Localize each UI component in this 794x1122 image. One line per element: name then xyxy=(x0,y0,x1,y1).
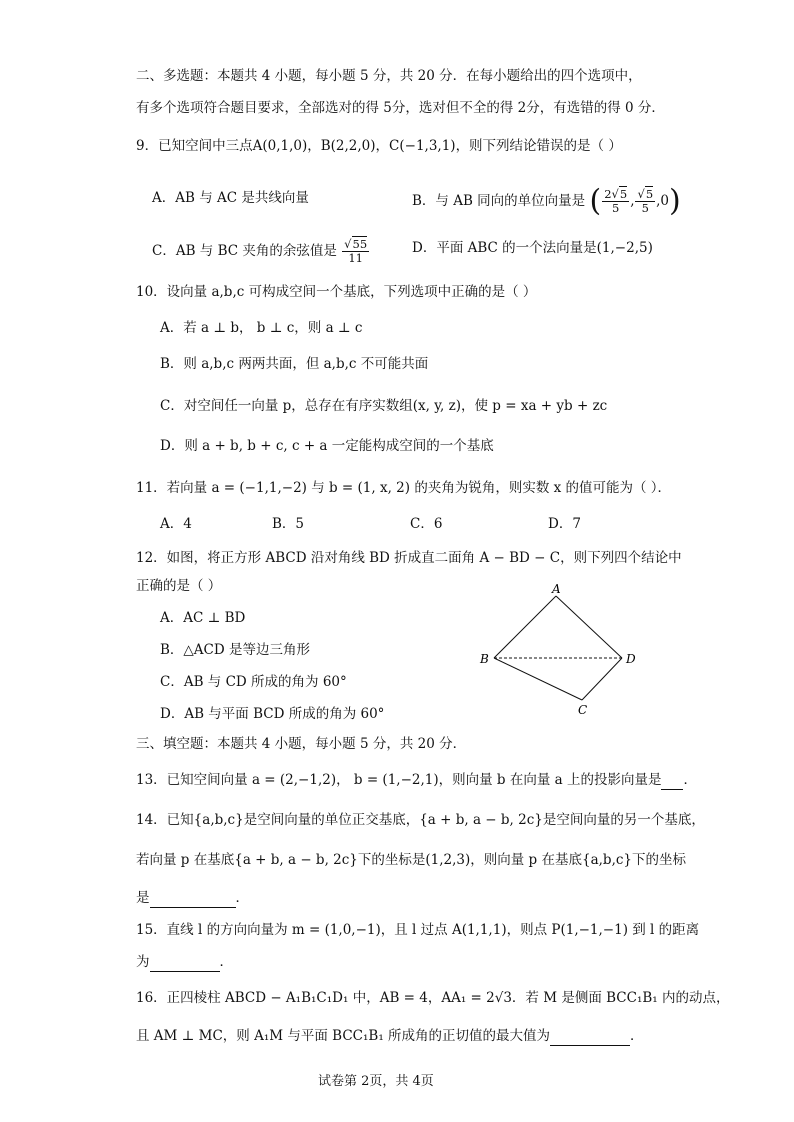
edge-ad xyxy=(556,596,622,658)
q12-option-c: C．AB 与 CD 所成的角为 60° xyxy=(160,674,347,690)
edge-dc xyxy=(582,658,622,700)
q11-option-c: C．6 xyxy=(410,516,443,532)
q9-option-a: A．AB 与 AC 是共线向量 xyxy=(152,190,309,206)
q12-option-a: A．AC ⊥ BD xyxy=(160,610,246,626)
q11-option-b: B．5 xyxy=(272,516,305,532)
section2-header-line2: 有多个选项符合题目要求，全部选对的得 5分，选对但不全的得 2分，有选错的得 0 分． xyxy=(136,100,665,116)
edge-ab xyxy=(494,596,556,658)
q14-line2: 若向量 p 在基底{a + b, a − b, 2c}下的坐标是(1,2,3)，则向量 p 在基底{a,b,c}下的坐标 xyxy=(136,852,687,868)
section3-header: 三、填空题：本题共 4 小题，每小题 5 分，共 20 分． xyxy=(136,736,467,752)
q16-line1: 16．正四棱柱 ABCD − A₁B₁C₁D₁ 中，AB = 4，AA₁ = 2√3．若 M 是侧面 BCC₁B₁ 内的动点， xyxy=(136,990,730,1006)
section2-header-line1: 二、多选题：本题共 4 小题，每小题 5 分，共 20 分．在每小题给出的四个选项中， xyxy=(136,68,642,84)
q14-line3: 是 ． xyxy=(136,890,249,906)
q9-option-c: C．AB 与 BC 夹角的余弦值是 $\frac{√55}{11}$ xyxy=(152,237,368,265)
q11-option-d: D．7 xyxy=(548,516,581,532)
q10-option-d: D．则 a + b, b + c, c + a 一定能构成空间的一个基底 xyxy=(160,438,494,454)
q12-stem-line2: 正确的是（ ） xyxy=(136,578,222,594)
q16-line2: 且 AM ⊥ MC，则 A₁M 与平面 BCC₁B₁ 所成角的正切值的最大值为 ． xyxy=(136,1028,644,1044)
q12-figure xyxy=(478,582,648,718)
q10-option-c: C．对空间任一向量 p，总存在有序实数组(x, y, z)，使 p = xa + yb + zc xyxy=(160,398,608,414)
label-d: D xyxy=(626,652,636,666)
q13-stem: 13．已知空间向量 a = (2,−1,2)， b = (1,−2,1)，则向量 b 在向量 a 上的投影向量是 ． xyxy=(136,772,697,788)
q11-stem: 11．若向量 a = (−1,1,−2) 与 b = (1, x, 2) 的夹角为锐角，则实数 x 的值可能为（ ）． xyxy=(136,480,672,496)
q12-option-d: D．AB 与平面 BCD 所成的角为 60° xyxy=(160,706,385,722)
label-c: C xyxy=(578,703,588,717)
q9-stem: 9．已知空间中三点A(0,1,0)，B(2,2,0)，C(−1,3,1)，则下列结论错误的是（ ） xyxy=(136,138,622,154)
q14-line1: 14．已知{a,b,c}是空间向量的单位正交基底，{a + b, a − b, 2c}是空间向量的另一个基底， xyxy=(136,812,705,828)
q15-line2: 为 ． xyxy=(136,954,233,970)
q9-option-d: D．平面 ABC 的一个法向量是(1,−2,5) xyxy=(412,240,653,256)
q12-stem-line1: 12．如图，将正方形 ABCD 沿对角线 BD 折成直二面角 A − BD − C，则下列四个结论中 xyxy=(136,550,682,566)
q11-option-a: A．4 xyxy=(160,516,192,532)
q10-option-b: B．则 a,b,c 两两共面，但 a,b,c 不可能共面 xyxy=(160,356,429,372)
edge-bc xyxy=(494,658,582,700)
q10-option-a: A．若 a ⊥ b， b ⊥ c，则 a ⊥ c xyxy=(160,320,363,336)
q10-stem: 10．设向量 a,b,c 可构成空间一个基底，下列选项中正确的是（ ） xyxy=(136,284,537,300)
label-b: B xyxy=(480,652,489,666)
q15-line1: 15．直线 l 的方向向量为 m = (1,0,−1)，且 l 过点 A(1,1,1)，则点 P(1,−1,−1) 到 l 的距离 xyxy=(136,922,700,938)
q12-option-b: B．△ACD 是等边三角形 xyxy=(160,642,310,658)
label-a: A xyxy=(552,582,561,596)
q9-option-b: B．与 AB 同向的单位向量是 ( $\frac{2√5}{5}$ , $\frac{√5}{5}$ ,0) xyxy=(412,183,681,219)
page-footer: 试卷第 2页，共 4页 xyxy=(318,1074,434,1089)
